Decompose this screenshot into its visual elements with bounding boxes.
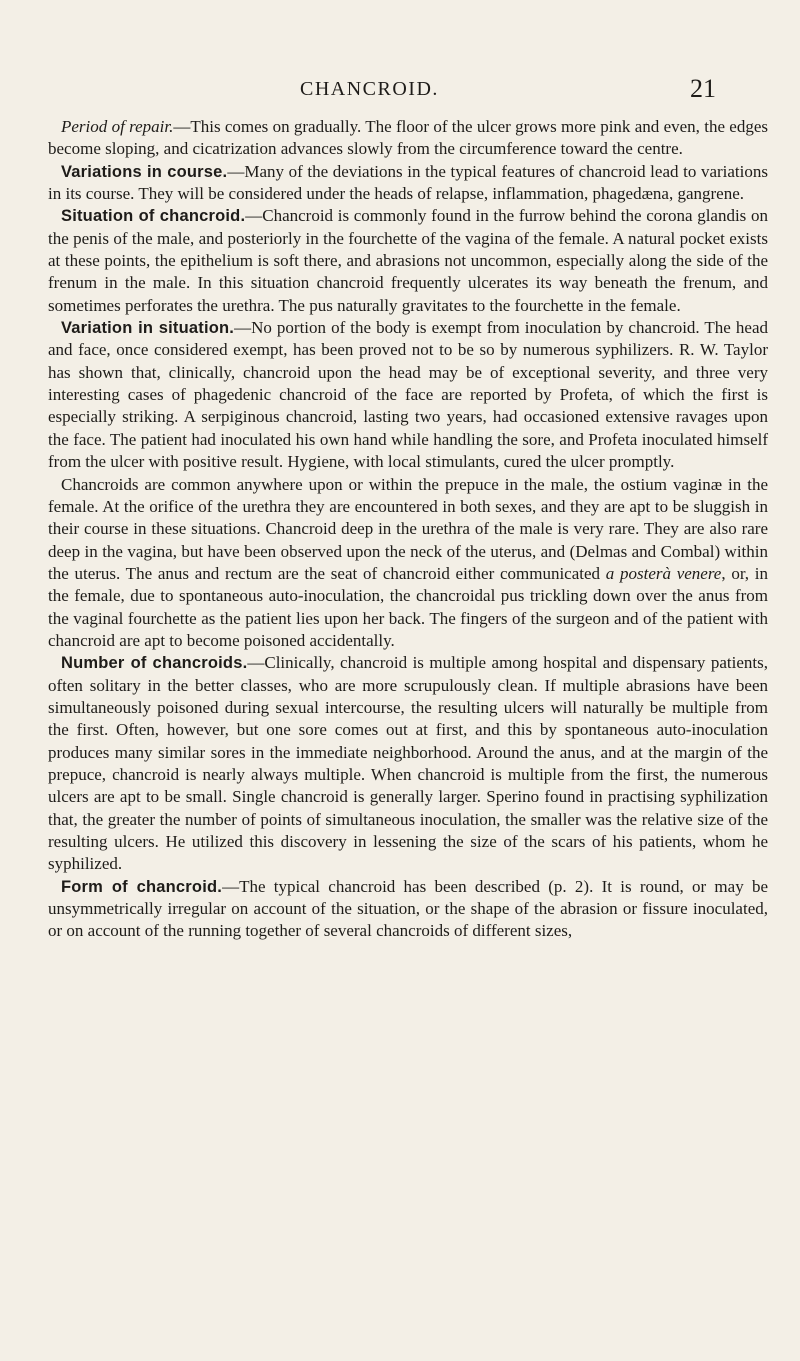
paragraph-common-sites [48, 474, 768, 653]
page-number: 21 [690, 74, 716, 103]
paragraph-text-variation-in-situation: No portion of the body is exempt from inoculation by chancroid. The head and face, once considered exempt, has been proved not to be so by numerous syphilizers. R. W. Taylor has shown that, clinically, chancroid upon the head may be of exceptional severity, and three very interesting cases of phagedenic chancroid of the face are reported by Profeta, of which the first is especially striking. A serpiginous chancroid, lasting two years, had occasioned extensive ravages upon the face. The patient had inoculated his own hand while handling the sore, and Profeta inoculated himself from the ulcer with positive result. Hygiene, with local stimulants, cured the ulcer promptly. [48, 318, 769, 472]
paragraph-text-form-of-chancroid: The typical chancroid has been described (p. 2). It is round, or may be unsymmetrically irregular on account of the situation, or the shape of the abrasion or fissure inoculated, or on account of the running together of several chancroids of different sizes, [48, 876, 769, 941]
paragraph-period-of-repair: Period of repair.—This comes on gradually. The floor of the ulcer grows more pink and even, the edges become sloping, and cicatrization advances slowly from the circumference toward the centre. [48, 117, 769, 159]
latin-phrase: a posterà venere [605, 563, 722, 583]
paragraph-heading-situation-of-chancroid: Situation of chancroid. [61, 207, 246, 226]
paragraph-situation-of-chancroid: Situation of chancroid.—Chancroid is commonly found in the furrow behind the corona glandis on the penis of the male, and posteriorly in the fourchette of the vagina of the female. A natural pocket exists at these points, the epithelium is soft there, and abrasions not uncommon, especially along the side of the frenum in the male. In this situation chancroid frequently ulcerates its way beneath the frenum, and sometimes perforates the urethra. The pus naturally gravitates to the fourchette in the female. [48, 206, 768, 315]
paragraph-number-of-chancroids: Number of chancroids.—Clinically, chancroid is multiple among hospital and dispensary patients, often solitary in the better classes, who are more scrupulously clean. If multiple abrasions have been simultaneously poisoned during sexual intercourse, the resulting ulcers will naturally be multiple from the first. Often, however, but one sore comes out at first, and this by spontaneous auto-inoculation produces many similar sores in the immediate neighborhood. Around the anus, and at the margin of the prepuce, chancroid is nearly always multiple. When chancroid is multiple from the first, the numerous ulcers are apt to be small. Single chancroid is generally larger. Sperino found in practising syphilization that, the greater the number of points of simultaneous inoculation, the smaller was the relative size of the resulting ulcers. He utilized this discovery in lessening the size of the scars of his patients, whom he syphilized. [48, 653, 768, 874]
paragraph-text-period-of-repair: This comes on gradually. The floor of the ulcer grows more pink and even, the edges become sloping, and cicatrization advances slowly from the circumference toward the centre. [48, 117, 769, 159]
paragraph-heading-variation-in-situation: Variation in situation. [61, 319, 235, 338]
paragraph-form-of-chancroid: Form of chancroid.—The typical chancroid has been described (p. 2). It is round, or may be unsymmetrically irregular on account of the situation, or the shape of the abrasion or fissure inoculated, or on account of the running together of several chancroids of different sizes, [48, 876, 769, 941]
paragraph-heading-period-of-repair: Period of repair. [61, 117, 174, 136]
paragraph-heading-number-of-chancroids: Number of chancroids. [61, 654, 248, 673]
body-text [48, 116, 768, 943]
paragraph-heading-form-of-chancroid: Form of chancroid. [61, 877, 223, 896]
paragraph-text-common-sites-start: Chancroids are common anywhere upon or within the prepuce in the male, the ostium vaginæ in the female. At the orifice of the urethra they are encountered in both sexes, and they are apt to be sluggish in their course in these situations. Chancroid deep in the urethra of the male is very rare. They are also rare deep in the vagina, but have been observed upon the neck of the uterus, and (Delmas and Combal) within the uterus. The anus and rectum are the seat of chancroid either communicated [48, 474, 768, 583]
paragraph-text-situation-of-chancroid: Chancroid is commonly found in the furrow behind the corona glandis on the penis of the male, and posteriorly in the fourchette of the vagina of the female. A natural pocket exists at these points, the epithelium is soft there, and abrasions not uncommon, especially along the side of the frenum in the male. In this situation chancroid frequently ulcerates its way beneath the frenum, and sometimes perforates the urethra. The pus naturally gravitates to the fourchette in the female. [48, 206, 768, 315]
running-head [0, 74, 800, 104]
paragraph-text-common-sites-end: , or, in the female, due to spontaneous auto-inoculation, the chancroidal pus trickling down over the anus from the vaginal fourchette as the patient lies upon her back. The fingers of the surgeon and of the patient with chancroid are apt to become poisoned accidentally. [48, 563, 768, 650]
paragraph-heading-variations-in-course: Variations in course. [61, 162, 228, 181]
paragraph-variations-in-course: Variations in course.—Many of the deviations in the typical features of chancroid lead to variations in its course. They will be considered under the heads of relapse, inflammation, phagedæna, gangrene. [48, 161, 768, 204]
paragraph-variation-in-situation: Variation in situation.—No portion of the body is exempt from inoculation by chancroid. The head and face, once considered exempt, has been proved not to be so by numerous syphilizers. R. W. Taylor has shown that, clinically, chancroid upon the head may be of exceptional severity, and three very interesting cases of phagedenic chancroid of the face are reported by Profeta, of which the first is especially striking. A serpiginous chancroid, lasting two years, had occasioned extensive ravages upon the face. The patient had inoculated his own hand while handling the sore, and Profeta inoculated himself from the ulcer with positive result. Hygiene, with local stimulants, cured the ulcer promptly. [48, 318, 769, 472]
paragraph-text-variations-in-course: Many of the deviations in the typical features of chancroid lead to variations in its course. They will be considered under the heads of relapse, inflammation, phagedæna, gangrene. [48, 161, 768, 204]
running-head-title: CHANCROID. [300, 78, 439, 100]
paragraph-text-number-of-chancroids: Clinically, chancroid is multiple among hospital and dispensary patients, often solitary in the better classes, who are more scrupulously clean. If multiple abrasions have been simultaneously poisoned during sexual intercourse, the resulting ulcers will naturally be multiple from the first. Often, however, but one sore comes out at first, and this by spontaneous auto-inoculation produces many similar sores in the immediate neighborhood. Around the anus, and at the margin of the prepuce, chancroid is nearly always multiple. When chancroid is multiple from the first, the numerous ulcers are apt to be small. Single chancroid is generally larger. Sperino found in practising syphilization that, the greater the number of points of simultaneous inoculation, the smaller was the relative size of the resulting ulcers. He utilized this discovery in lessening the size of the scars of his patients, whom he syphilized. [48, 653, 768, 874]
